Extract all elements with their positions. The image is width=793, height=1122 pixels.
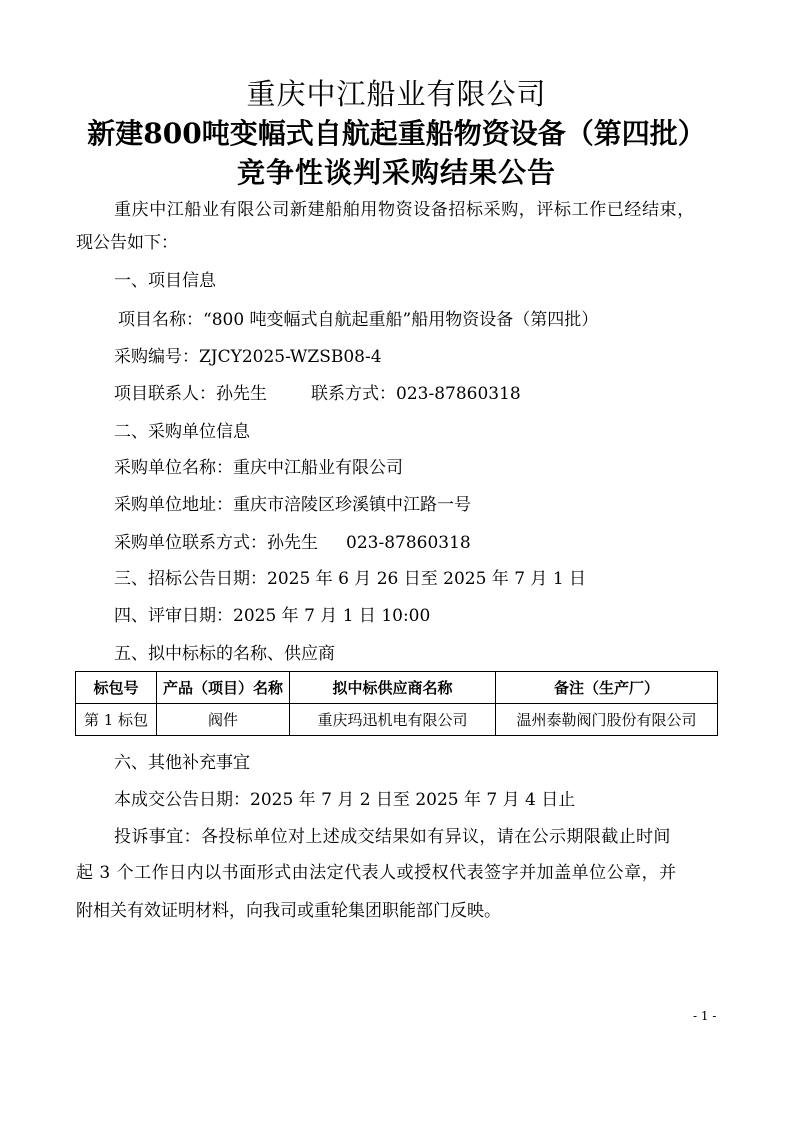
complaint-line-3: 附相关有效证明材料，向我司或重轮集团职能部门反映。 <box>76 901 501 921</box>
buyer-unit-contact <box>114 532 471 554</box>
buyer-contact-label: 采购单位联系方式：孙先生 <box>114 533 318 553</box>
page-number: - 1 - <box>693 1009 717 1023</box>
table-header-row <box>76 672 718 704</box>
cell-remarks: 温州泰勒阀门股份有限公司 <box>496 704 718 736</box>
section-heading-winning-bid: 五、拟中标标的名称、供应商 <box>114 644 335 664</box>
project-contact-method: 联系方式：023-87860318 <box>311 384 521 404</box>
intro-line-2: 现公告如下： <box>76 233 178 253</box>
section-heading-buyer-info: 二、采购单位信息 <box>114 422 250 442</box>
section-heading-project-info: 一、项目信息 <box>114 271 216 291</box>
header-remarks: 备注（生产厂） <box>496 672 718 704</box>
intro-line-1: 重庆中江船业有限公司新建船舶用物资设备招标采购，评标工作已经结束， <box>114 200 695 220</box>
project-contact <box>114 383 521 405</box>
cell-supplier-name: 重庆玛迅机电有限公司 <box>290 704 496 736</box>
project-name: 项目名称：“800 吨变幅式自航起重船”船用物资设备（第四批） <box>118 310 599 330</box>
buyer-unit-address: 采购单位地址：重庆市涪陵区珍溪镇中江路一号 <box>114 495 471 515</box>
header-lot-number: 标包号 <box>76 672 157 704</box>
project-code: 采购编号：ZJCY2025-WZSB08-4 <box>114 347 382 367</box>
cell-lot-number: 第 1 标包 <box>76 704 157 736</box>
company-title: 重庆中江船业有限公司 <box>246 77 547 111</box>
deal-notice-dates: 本成交公告日期：2025 年 7 月 2 日至 2025 年 7 月 4 日止 <box>114 790 576 810</box>
project-contact-person: 项目联系人：孙先生 <box>114 384 267 404</box>
header-supplier-name: 拟中标供应商名称 <box>290 672 496 704</box>
cell-product-name: 阀件 <box>157 704 290 736</box>
header-product-name: 产品（项目）名称 <box>157 672 290 704</box>
project-title: 新建800吨变幅式自航起重船物资设备（第四批） <box>87 117 706 150</box>
complaint-line-2: 起 3 个工作日内以书面形式由法定代表人或授权代表签字并加盖单位公章，并 <box>76 863 677 883</box>
review-date: 四、评审日期：2025 年 7 月 1 日 10:00 <box>114 606 431 626</box>
buyer-unit-name: 采购单位名称：重庆中江船业有限公司 <box>114 458 403 478</box>
tender-notice-dates: 三、招标公告日期：2025 年 6 月 26 日至 2025 年 7 月 1 日 <box>114 569 587 589</box>
complaint-line-1: 投诉事宜：各投标单位对上述成交结果如有异议，请在公示期限截止时间 <box>114 827 671 847</box>
section-heading-other-matters: 六、其他补充事宜 <box>114 753 250 773</box>
table-row <box>76 704 718 736</box>
buyer-contact-phone: 023-87860318 <box>346 533 471 553</box>
winning-bid-table <box>75 671 718 736</box>
notice-title: 竞争性谈判采购结果公告 <box>236 156 556 189</box>
